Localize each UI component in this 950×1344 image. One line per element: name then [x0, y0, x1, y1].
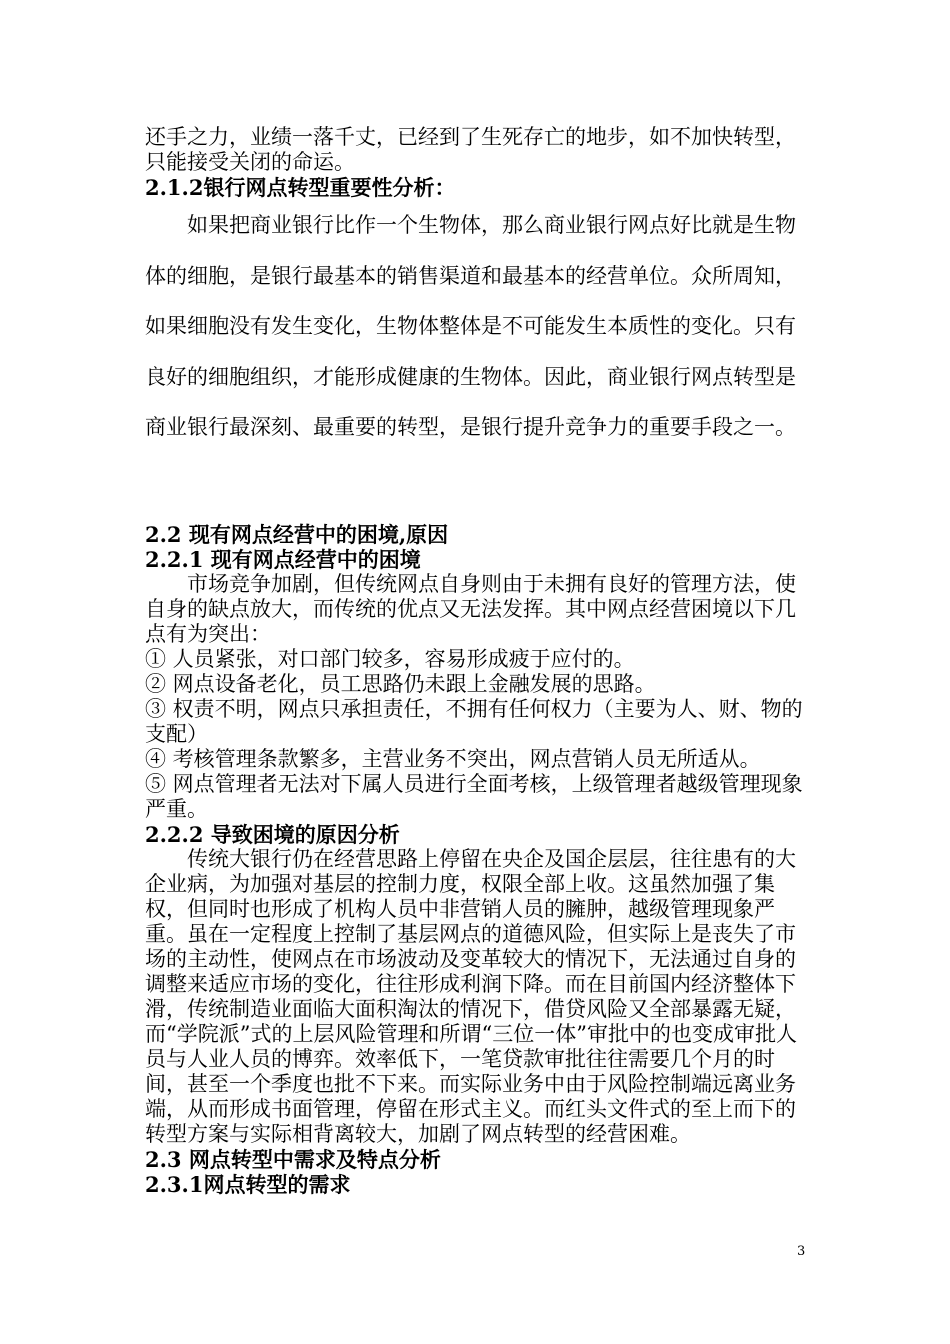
page-number: 3 — [797, 1244, 806, 1259]
heading-2-1-2: 2.1.2银行网点转型重要性分析： — [145, 175, 456, 200]
heading-2-3-1: 2.3.1网点转型的需求 — [145, 1172, 351, 1197]
heading-2-3: 2.3 网点转型中需求及特点分析 — [145, 1147, 441, 1172]
continuation-paragraph: 还手之力，业绩一落千丈，已经到了生死存亡的地步，如不加快转型，只能接受关闭的命运。 — [145, 125, 796, 174]
continuation-section — [145, 125, 810, 200]
dilemma-section — [145, 522, 810, 1197]
list-item: ④ 考核管理条款繁多，主营业务不突出，网点营销人员无所适从。 — [145, 747, 761, 771]
heading-2-2-2: 2.2.2 导致困境的原因分析 — [145, 822, 400, 847]
importance-paragraph: 如果把商业银行比作一个生物体，那么商业银行网点好比就是生物体的细胞，是银行最基本的销售渠道和最基本的经营单位。众所周知，如果细胞没有发生变化，生物体整体是不可能发生本质性的变化。只有良好的细胞组织，才能形成健康的生物体。因此，商业银行网点转型是商业银行最深刻、最重要的转型，是银行提升竞争力的重要手段之一。 — [145, 213, 796, 439]
heading-2-2: 2.2 现有网点经营中的困境,原因 — [145, 522, 449, 547]
list-item: ③ 权责不明，网点只承担责任，不拥有任何权力（主要为人、财、物的支配） — [145, 697, 803, 746]
list-item: ① 人员紧张，对口部门较多，容易形成疲于应付的。 — [145, 647, 635, 671]
dilemma-paragraph: 市场竞争加剧，但传统网点自身则由于未拥有良好的管理方法，使自身的缺点放大，而传统的优点又无法发挥。其中网点经营困境以下几点有为突出： — [145, 572, 796, 646]
heading-2-2-1: 2.2.1 现有网点经营中的困境 — [145, 547, 421, 572]
list-item: ② 网点设备老化，员工思路仍未跟上金融发展的思路。 — [145, 672, 656, 696]
list-item: ⑤ 网点管理者无法对下属人员进行全面考核，上级管理者越级管理现象严重。 — [145, 772, 803, 821]
reasons-paragraph: 传统大银行仍在经营思路上停留在央企及国企层层，往往患有的大企业病，为加强对基层的控制力度，权限全部上收。这虽然加强了集权，但同时也形成了机构人员中非营销人员的臃肿，越级管理现象严重。虽在一定程度上控制了基层网点的道德风险，但实际上是丧失了市场的主动性，使网点在市场波动及变革较大的情况下，无法通过自身的调整来适应市场的变化，往往形成利润下降。而在目前国内经济整体下滑，传统制造业面临大面积淘汰的情况下，借贷风险又全部暴露无疑，而“学院派”式的上层风险管理和所谓“三位一体”审批中的也变成审批人员与人业人员的博弈。效率低下，一笔贷款审批往往需要几个月的时间，甚至一个季度也批不下来。而实际业务中由于风险控制端远离业务端，从而形成书面管理，停留在形式主义。而红头文件式的至上而下的转型方案与实际相背离较大，加剧了网点转型的经营困难。 — [145, 847, 797, 1146]
